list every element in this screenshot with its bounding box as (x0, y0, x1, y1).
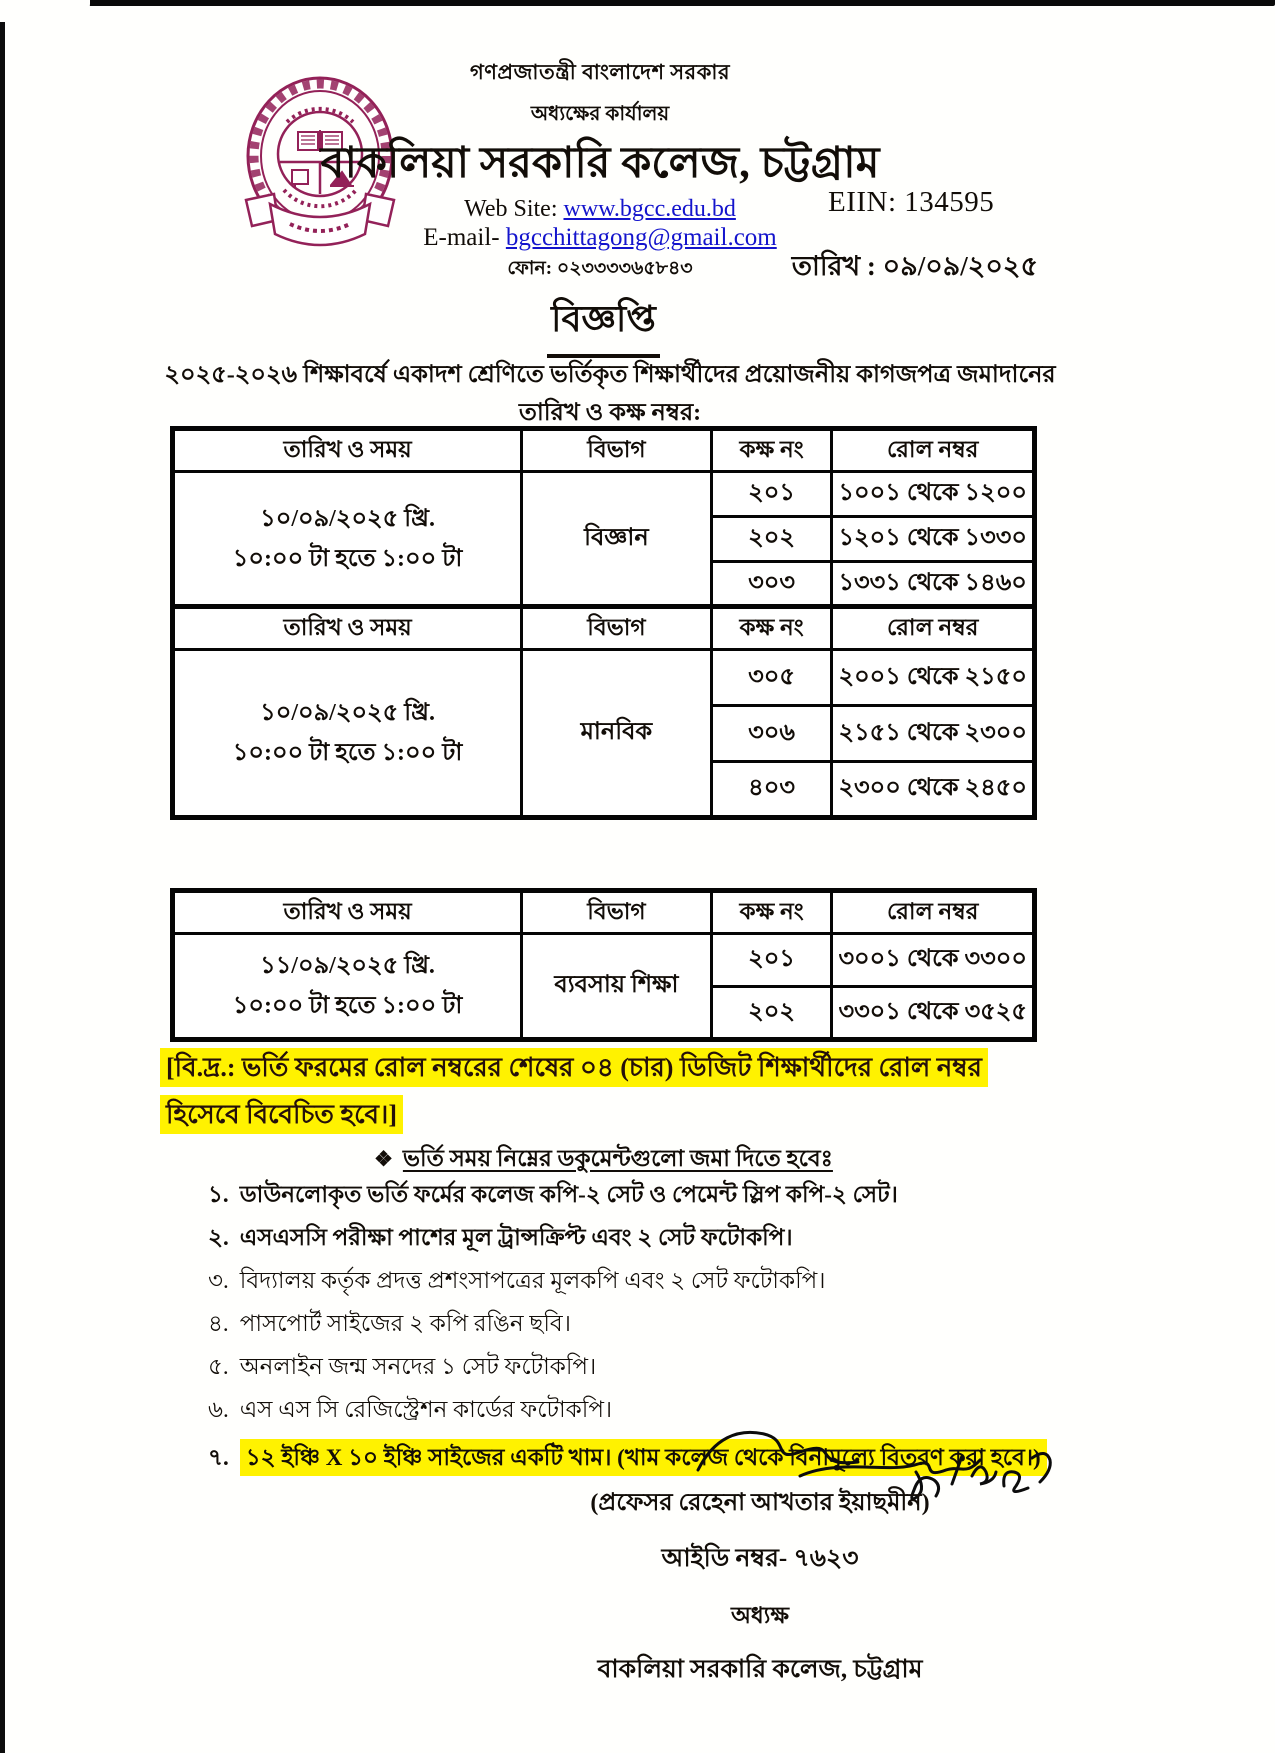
checklist-item (208, 1352, 1068, 1382)
principal-designation: অধ্যক্ষ (730, 1603, 790, 1628)
principal-name: (প্রফেসর রেহেনা আখতার ইয়াছমীন) (590, 1490, 930, 1516)
table-header-row (173, 429, 1035, 472)
subtitle-line2: তারিখ ও কক্ষ নম্বর: (518, 400, 702, 426)
division-cell: মানবিক (522, 650, 712, 818)
signature-college: বাকলিয়া সরকারি কলেজ, চট্টগ্রাম (597, 1656, 923, 1683)
item-text: পাসপোর্ট সাইজের ২ কপি রঙিন ছবি। (239, 1311, 571, 1336)
item-number: ৬. (208, 1397, 229, 1422)
checklist-heading (170, 1140, 1037, 1179)
table-header-row (173, 607, 1035, 650)
roll-range-cell: ১০০১ থেকে ১২০০ (832, 472, 1035, 517)
roll-range-cell: ১৩৩১ থেকে ১৪৬০ (832, 562, 1035, 607)
table-row (173, 934, 1035, 987)
roll-range-cell: ২১৫১ থেকে ২৩০০ (832, 706, 1035, 762)
division-cell: ব্যবসায় শিক্ষা (522, 934, 712, 1040)
item-text: এস এস সি রেজিস্ট্রেশন কার্ডের ফটোকপি। (239, 1397, 613, 1422)
email-label: E-mail- (423, 224, 500, 251)
diamond-bullet-icon: ❖ (374, 1147, 393, 1171)
room-number-cell: ৩০৩ (711, 562, 832, 607)
item-text: অনলাইন জন্ম সনদের ১ সেট ফটোকপি। (239, 1354, 597, 1379)
scan-edge-top (88, 0, 1275, 6)
room-number-cell: ২০২ (711, 517, 832, 562)
column-header: তারিখ ও সময় (173, 429, 522, 472)
table-header-row (173, 891, 1035, 934)
room-number-cell: ৩০৬ (711, 706, 832, 762)
item-text: বিদ্যালয় কর্তৃক প্রদত্ত প্রশংসাপত্রের মূলকপি এবং ২ সেট ফটোকপি। (239, 1268, 826, 1293)
item-text: ডাউনলোকৃত ভর্তি ফর্মের কলেজ কপি-২ সেট ও পেমেন্ট স্লিপ কপি-২ সেট। (239, 1182, 898, 1207)
scan-edge-left (0, 20, 5, 1753)
roll-range-cell: ৩৩০১ থেকে ৩৫২৫ (832, 987, 1035, 1040)
checklist-item (208, 1180, 1068, 1210)
schedule-table-science (170, 426, 1037, 609)
roll-range-cell: ২০০১ থেকে ২১৫০ (832, 650, 1035, 706)
website-link[interactable]: www.bgcc.edu.bd (563, 196, 736, 222)
column-header: কক্ষ নং (711, 429, 832, 472)
division-cell: বিজ্ঞান (522, 472, 712, 607)
item-number: ১. (208, 1182, 229, 1207)
nb-note (160, 1044, 1046, 1138)
column-header: রোল নম্বর (832, 429, 1035, 472)
item-number: ৩. (208, 1268, 229, 1293)
eiin-number: EIIN: 134595 (828, 186, 995, 218)
room-number-cell: ২০২ (711, 987, 832, 1040)
signature-block (552, 1484, 968, 1692)
scan-corner (0, 0, 90, 22)
room-number-cell: ২০১ (711, 472, 832, 517)
column-header: বিভাগ (522, 891, 712, 934)
column-header: কক্ষ নং (711, 891, 832, 934)
room-number-cell: ৩০৫ (711, 650, 832, 706)
nb-note-text: [বি.দ্র.: ভর্তি ফরমের রোল নম্বরের শেষের ০৪ (চার) ডিজিট শিক্ষার্থীদের রোল নম্বর হিসেবে বিবেচিত হবে।] (160, 1048, 988, 1134)
table-row (173, 472, 1035, 517)
notice-date: তারিখ : ০৯/০৯/২০২৫ (791, 251, 1038, 281)
item-number: ৪. (208, 1311, 229, 1336)
item-number: ২. (208, 1225, 229, 1250)
schedule-table-humanities (170, 604, 1037, 820)
item-number: ৭. (208, 1445, 229, 1470)
email-link[interactable]: bgcchittagong@gmail.com (505, 224, 777, 251)
date-time-cell: ১০/০৯/২০২৫ খ্রি. ১০:০০ টা হতে ১:০০ টা (173, 472, 522, 607)
roll-range-cell: ১২০১ থেকে ১৩৩০ (832, 517, 1035, 562)
phone-line: ফোন: ০২৩৩৩৩৬৫৮৪৩ (507, 258, 693, 279)
column-header: রোল নম্বর (832, 607, 1035, 650)
item-text: ১২ ইঞ্চি X ১০ ইঞ্চি সাইজের একটি খাম। (খাম কলেজ থেকে বিনামূল্যে বিতরণ করা হবে।) (240, 1439, 1047, 1476)
schedule-table-business (170, 888, 1037, 1042)
office-line: অধ্যক্ষের কার্যালয় (530, 103, 670, 125)
column-header: বিভাগ (522, 607, 712, 650)
college-name: বাকলিয়া সরকারি কলেজ, চট্টগ্রাম (320, 140, 880, 187)
date-time-cell: ১১/০৯/২০২৫ খ্রি. ১০:০০ টা হতে ১:০০ টা (173, 934, 522, 1040)
room-number-cell: ৪০৩ (711, 762, 832, 818)
government-line: গণপ্রজাতন্ত্রী বাংলাদেশ সরকার (469, 60, 731, 84)
subtitle-line1: ২০২৫-২০২৬ শিক্ষাবর্ষে একাদশ শ্রেণিতে ভর্তিকৃত শিক্ষার্থীদের প্রয়োজনীয় কাগজপত্র জমাদানের (164, 362, 1056, 388)
date-time-cell: ১০/০৯/২০২৫ খ্রি. ১০:০০ টা হতে ১:০০ টা (173, 650, 522, 818)
column-header: বিভাগ (522, 429, 712, 472)
checklist-heading-text: ভর্তি সময় নিম্নের ডকুমেন্টগুলো জমা দিতে হবেঃ (402, 1146, 833, 1171)
column-header: কক্ষ নং (711, 607, 832, 650)
checklist-item (208, 1266, 1068, 1296)
roll-range-cell: ৩০০১ থেকে ৩৩০০ (832, 934, 1035, 987)
item-text: এসএসসি পরীক্ষা পাশের মূল ট্রান্সক্রিপ্ট এবং ২ সেট ফটোকপি। (239, 1225, 793, 1250)
principal-id: আইডি নম্বর- ৭৬২৩ (661, 1545, 859, 1572)
website-label: Web Site: (464, 196, 558, 222)
notice-subtitle (120, 356, 1100, 432)
notice-title: বিজ্ঞপ্তি (547, 292, 660, 358)
title-wrap (170, 292, 1037, 358)
room-number-cell: ২০১ (711, 934, 832, 987)
column-header: তারিখ ও সময় (173, 607, 522, 650)
roll-range-cell: ২৩০০ থেকে ২৪৫০ (832, 762, 1035, 818)
checklist-item (208, 1309, 1068, 1339)
column-header: তারিখ ও সময় (173, 891, 522, 934)
column-header: রোল নম্বর (832, 891, 1035, 934)
table-row (173, 650, 1035, 706)
checklist-item (208, 1223, 1068, 1253)
item-number: ৫. (208, 1354, 229, 1379)
website-line (295, 196, 905, 223)
